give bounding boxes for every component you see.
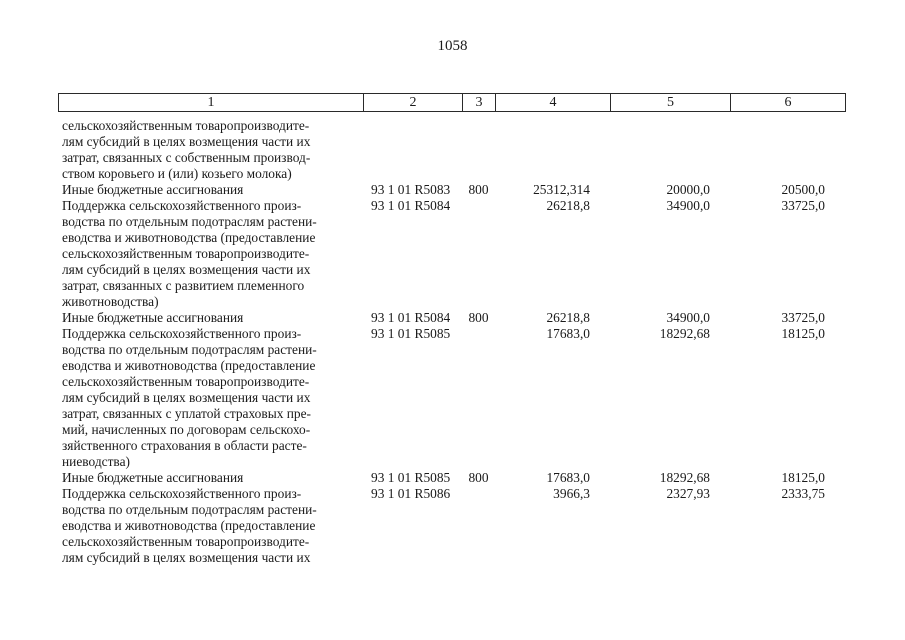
cell-col6: 33725,0 <box>781 198 825 213</box>
cell-col4 <box>495 118 610 182</box>
cell-code: 93 1 01 R5085 <box>371 326 451 341</box>
cell-col6: 20500,0 <box>781 182 825 197</box>
cell-code: 93 1 01 R5083 <box>371 182 451 197</box>
name-line: Иные бюджетные ассигнования <box>62 182 244 197</box>
cell-col4: 26218,8 <box>546 310 590 325</box>
name-line: водства по отдельным подотраслям растени- <box>62 214 317 229</box>
cell-col6: 2333,75 <box>781 486 825 501</box>
cell-col4: 25312,314 <box>533 182 590 197</box>
cell-type: 800 <box>468 470 489 485</box>
name-line: Иные бюджетные ассигнования <box>62 470 244 485</box>
cell-col4: 26218,8 <box>546 198 590 213</box>
cell-name <box>58 198 363 310</box>
header-col-6: 6 <box>731 94 846 112</box>
cell-name <box>58 486 363 566</box>
cell-col5: 18292,68 <box>659 326 710 341</box>
cell-type <box>462 486 495 566</box>
cell-type <box>462 198 495 310</box>
name-line: затрат, связанных с уплатой страховых пре- <box>62 406 312 421</box>
name-line: Поддержка сельскохозяйственного произ- <box>62 198 302 213</box>
cell-col5: 34900,0 <box>666 310 710 325</box>
name-line: сельскохозяйственным товаропроизводите- <box>62 374 310 389</box>
name-line: Поддержка сельскохозяйственного произ- <box>62 486 302 501</box>
name-line: лям субсидий в целях возмещения части их <box>62 134 311 149</box>
name-line: сельскохозяйственным товаропроизводите- <box>62 118 310 133</box>
cell-col4: 17683,0 <box>546 470 590 485</box>
header-col-4: 4 <box>496 94 611 112</box>
cell-name <box>58 326 363 470</box>
name-line: еводства и животноводства (предоставление <box>62 230 316 245</box>
header-col-1: 1 <box>59 94 364 112</box>
header-col-3: 3 <box>463 94 496 112</box>
cell-type: 800 <box>468 310 489 325</box>
name-line: лям субсидий в целях возмещения части их <box>62 390 311 405</box>
cell-code <box>363 118 462 182</box>
name-line: Иные бюджетные ассигнования <box>62 310 244 325</box>
name-line: еводства и животноводства (предоставление <box>62 358 316 373</box>
table-body <box>58 118 845 566</box>
name-line: лям субсидий в целях возмещения части их <box>62 550 311 565</box>
cell-col5: 2327,93 <box>666 486 710 501</box>
page-number: 1058 <box>437 38 468 54</box>
cell-col5 <box>610 118 730 182</box>
cell-col6: 18125,0 <box>781 470 825 485</box>
cell-type: 800 <box>468 182 489 197</box>
name-line: зяйственного страхования в области расте- <box>62 438 307 453</box>
name-line: ниеводства) <box>62 454 130 469</box>
name-line: затрат, связанных с собственным производ- <box>62 150 311 165</box>
cell-code: 93 1 01 R5085 <box>371 470 451 485</box>
table-row <box>58 310 845 326</box>
table-row <box>58 198 845 310</box>
cell-col4: 3966,3 <box>553 486 590 501</box>
cell-type <box>462 118 495 182</box>
table-row <box>58 182 845 198</box>
cell-col5: 34900,0 <box>666 198 710 213</box>
cell-code: 93 1 01 R5086 <box>371 486 451 501</box>
table-row <box>58 118 845 182</box>
cell-code: 93 1 01 R5084 <box>371 198 451 213</box>
cell-col5: 18292,68 <box>659 470 710 485</box>
budget-table <box>58 118 845 566</box>
name-line: мий, начисленных по договорам сельскохо- <box>62 422 311 437</box>
name-line: лям субсидий в целях возмещения части их <box>62 262 311 277</box>
cell-name <box>58 310 363 326</box>
name-line: сельскохозяйственным товаропроизводите- <box>62 534 310 549</box>
cell-type <box>462 326 495 470</box>
cell-col6: 18125,0 <box>781 326 825 341</box>
table-row <box>58 470 845 486</box>
header-col-2: 2 <box>364 94 463 112</box>
cell-name <box>58 118 363 182</box>
name-line: ством коровьего и (или) козьего молока) <box>62 166 292 181</box>
cell-col6: 33725,0 <box>781 310 825 325</box>
cell-col4: 17683,0 <box>546 326 590 341</box>
name-line: затрат, связанных с развитием племенного <box>62 278 305 293</box>
name-line: водства по отдельным подотраслям растени- <box>62 342 317 357</box>
name-line: сельскохозяйственным товаропроизводите- <box>62 246 310 261</box>
name-line: Поддержка сельскохозяйственного произ- <box>62 326 302 341</box>
cell-name <box>58 470 363 486</box>
cell-col5: 20000,0 <box>666 182 710 197</box>
table-header <box>58 93 846 112</box>
cell-code: 93 1 01 R5084 <box>371 310 451 325</box>
name-line: еводства и животноводства (предоставление <box>62 518 316 533</box>
name-line: водства по отдельным подотраслям растени- <box>62 502 317 517</box>
header-col-5: 5 <box>611 94 731 112</box>
table-row <box>58 486 845 566</box>
cell-col6 <box>730 118 845 182</box>
table-row <box>58 326 845 470</box>
cell-name <box>58 182 363 198</box>
name-line: животноводства) <box>62 294 159 309</box>
